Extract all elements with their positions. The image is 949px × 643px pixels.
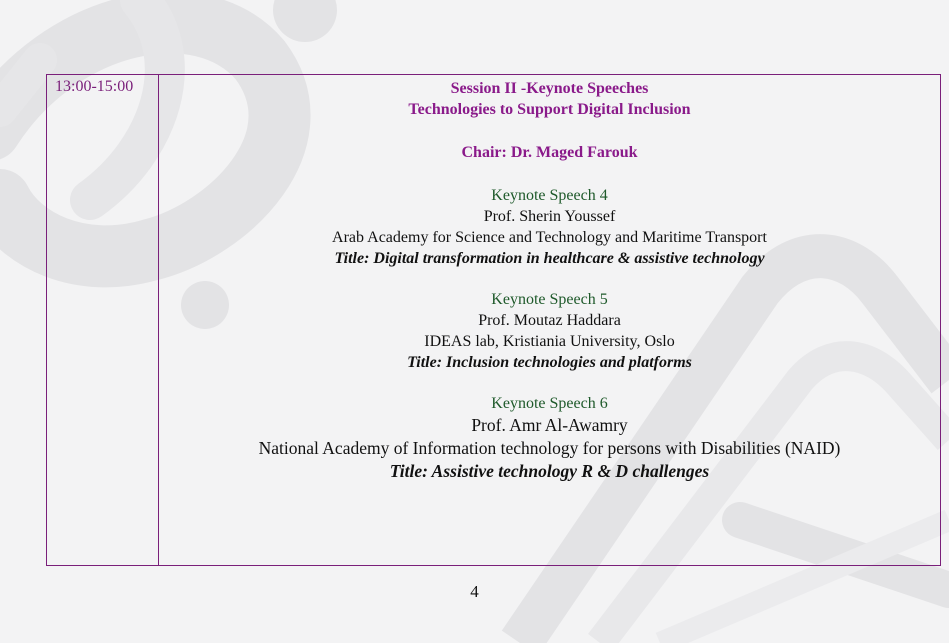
keynote-block bbox=[159, 289, 940, 373]
keynote-title: Title: Digital transformation in healthcare & assistive technology bbox=[334, 250, 765, 267]
session-subtitle: Technologies to Support Digital Inclusion bbox=[408, 101, 691, 118]
keynote-block bbox=[159, 185, 940, 269]
time-cell: 13:00-15:00 bbox=[47, 75, 159, 565]
page-number: 4 bbox=[470, 582, 479, 601]
keynote-block bbox=[159, 393, 940, 483]
keynote-speaker: Prof. Moutaz Haddara bbox=[478, 312, 621, 329]
keynote-affiliation: National Academy of Information technology for persons with Disabilities (NAID) bbox=[258, 438, 841, 458]
session-content-cell bbox=[159, 75, 940, 565]
schedule-table bbox=[46, 74, 941, 566]
session-chair: Chair: Dr. Maged Farouk bbox=[461, 144, 638, 161]
keynote-label: Keynote Speech 5 bbox=[491, 291, 608, 308]
keynote-label: Keynote Speech 6 bbox=[491, 395, 608, 412]
keynote-title: Title: Assistive technology R & D challenges bbox=[389, 461, 710, 481]
keynote-affiliation: IDEAS lab, Kristiania University, Oslo bbox=[424, 333, 675, 350]
keynote-title: Title: Inclusion technologies and platforms bbox=[407, 354, 692, 371]
keynote-speaker: Prof. Amr Al-Awamry bbox=[471, 415, 628, 435]
keynote-label: Keynote Speech 4 bbox=[491, 187, 608, 204]
keynote-affiliation: Arab Academy for Science and Technology and Maritime Transport bbox=[332, 229, 767, 246]
keynote-speaker: Prof. Sherin Youssef bbox=[483, 208, 616, 225]
session-title: Session II -Keynote Speeches bbox=[450, 80, 649, 97]
